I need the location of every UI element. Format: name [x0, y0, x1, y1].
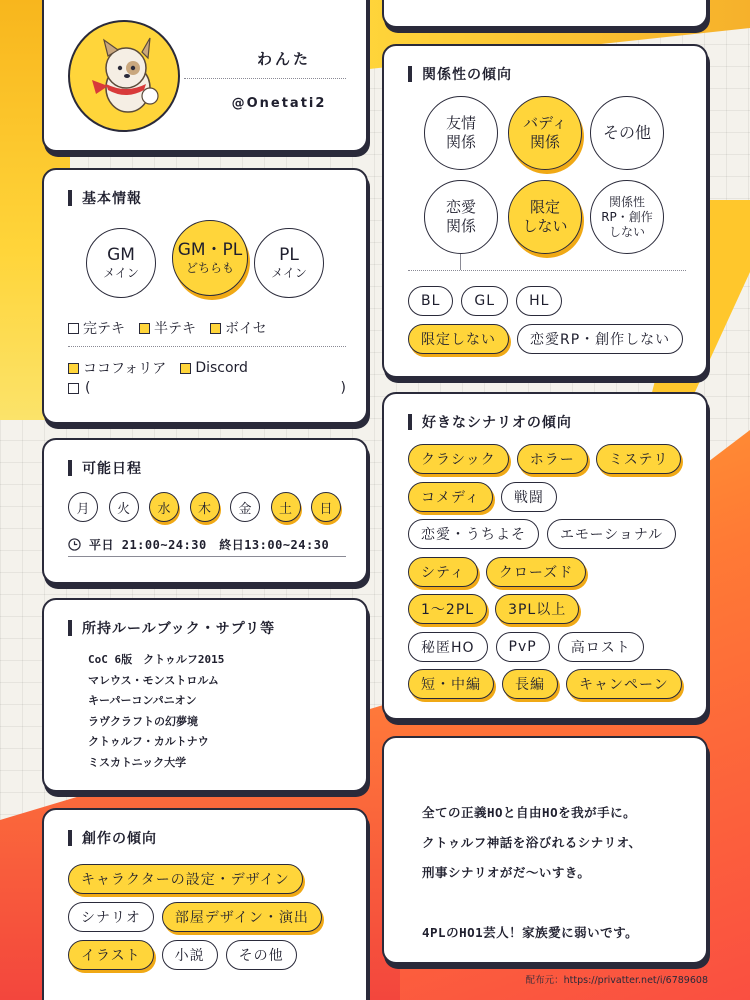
day-2[interactable]: 水: [149, 492, 179, 522]
scenarios-tag[interactable]: 秘匿HO: [408, 632, 488, 662]
relation-circle-label: 友情: [445, 114, 476, 133]
basic-info-divider: [68, 346, 346, 347]
top-partial-card: [382, 0, 708, 28]
styles-label: 半テキ: [154, 321, 196, 337]
tools-label: ココフォリア: [83, 361, 167, 377]
styles-option-0[interactable]: [68, 318, 125, 338]
rulebooks-card: [42, 598, 368, 792]
relation-circle-label: 限定: [529, 198, 560, 217]
scenarios-row-5: [408, 632, 644, 662]
role-main-label: GM: [107, 244, 135, 265]
role-circle-1[interactable]: [172, 220, 248, 296]
styles-label: 完テキ: [83, 321, 125, 337]
creation-tag[interactable]: 部屋デザイン・演出: [162, 902, 322, 932]
schedule-card: [42, 438, 368, 584]
role-sub-label: どちらも: [185, 261, 234, 276]
scenarios-tag[interactable]: 恋愛・うちよそ: [408, 519, 539, 549]
scenarios-card: [382, 392, 708, 720]
rulebook-item: キーパーコンパニオン: [88, 694, 197, 707]
creation-tag[interactable]: シナリオ: [68, 902, 154, 932]
scenarios-tag[interactable]: 高ロスト: [558, 632, 644, 662]
relations-divider: [408, 270, 686, 271]
relation-circle-label: その他: [602, 123, 651, 142]
freetext-card: [382, 736, 708, 964]
relation-circle-1[interactable]: [508, 96, 582, 170]
other-field: ( ): [68, 380, 346, 396]
scenarios-tag[interactable]: 戦闘: [501, 482, 557, 512]
relations-row-0: [408, 286, 562, 316]
rulebook-item: CoC 6版 クトゥルフ2015: [88, 653, 225, 666]
scenarios-tag[interactable]: エモーショナル: [547, 519, 676, 549]
creation-row-1: [68, 902, 322, 932]
tools-option-0[interactable]: [68, 358, 166, 378]
day-6[interactable]: 日: [311, 492, 341, 522]
scenarios-tag[interactable]: シティ: [408, 557, 478, 587]
styles-option-1[interactable]: [139, 318, 196, 338]
schedule-underline: [68, 556, 346, 557]
scenarios-row-6: [408, 669, 682, 699]
role-main-label: PL: [279, 244, 299, 265]
relation-circle-label: 関係: [529, 133, 560, 151]
styles-checkbox[interactable]: [210, 323, 221, 334]
rulebook-item: ミスカトニック大学: [88, 755, 187, 769]
styles-label: ボイセ: [225, 321, 267, 337]
relation-circle-0[interactable]: [424, 96, 498, 170]
scenarios-row-1: [408, 482, 557, 512]
rulebook-item: ラヴクラフトの幻夢境: [88, 714, 198, 728]
basic-info-title: 基本情報: [68, 188, 142, 208]
role-sub-label: メイン: [271, 266, 307, 281]
creation-tag[interactable]: 小説: [162, 940, 218, 970]
relations-title: 関係性の傾向: [408, 64, 512, 84]
relations-tag[interactable]: 恋愛RP・創作しない: [517, 324, 683, 354]
profile-divider: [184, 78, 346, 79]
freetext-line: 4PLのHO1芸人！家族愛に弱いです。: [422, 925, 639, 940]
tools-checkbox[interactable]: [68, 363, 79, 374]
rulebook-item: クトゥルフ・カルトナウ: [88, 735, 209, 748]
creation-row-2: [68, 940, 297, 970]
relation-circle-label: 関係: [445, 217, 476, 235]
scenarios-tag[interactable]: クラシック: [408, 444, 509, 474]
scenarios-tag[interactable]: クローズド: [486, 557, 586, 587]
scenarios-tag[interactable]: キャンペーン: [566, 669, 682, 699]
scenarios-title: 好きなシナリオの傾向: [408, 412, 572, 432]
freetext-line: 全ての正義HOと自由HOを我が手に。: [422, 805, 637, 820]
relations-tag[interactable]: 限定しない: [408, 324, 509, 354]
day-0[interactable]: 月: [68, 492, 98, 522]
creation-card: [42, 808, 368, 1000]
dog-avatar-icon: [70, 22, 180, 132]
scenarios-tag[interactable]: 3PL以上: [495, 594, 579, 624]
other-checkbox[interactable]: [68, 383, 79, 394]
relations-connector: [460, 254, 461, 270]
creation-tag[interactable]: キャラクターの設定・デザイン: [68, 864, 303, 894]
relation-circle-4[interactable]: [508, 180, 582, 254]
scenarios-tag[interactable]: ミステリ: [596, 444, 682, 474]
creation-title: 創作の傾向: [68, 828, 157, 848]
profile-card: [42, 0, 368, 152]
day-4[interactable]: 金: [230, 492, 260, 522]
relation-circle-label: 恋愛: [445, 198, 476, 217]
day-1[interactable]: 火: [109, 492, 139, 522]
scenarios-row-2: [408, 519, 676, 549]
scenarios-tag[interactable]: 短・中編: [408, 669, 494, 699]
tools-checkbox[interactable]: [180, 363, 191, 374]
scenarios-tag[interactable]: 1〜2PL: [408, 594, 487, 624]
schedule-time: 平日 21:00~24:30 終日13:00~24:30: [89, 538, 330, 552]
creation-tag[interactable]: イラスト: [68, 940, 154, 970]
relation-circle-label: しない: [608, 224, 645, 239]
basic-info-card: [42, 168, 368, 424]
freetext-line: 刑事シナリオがだ〜いすき。: [422, 865, 591, 880]
scenarios-row-0: [408, 444, 681, 474]
tools-option-1[interactable]: [180, 360, 248, 376]
styles-checkbox[interactable]: [68, 323, 79, 334]
relation-circle-3[interactable]: [424, 180, 498, 254]
relations-tag[interactable]: GL: [461, 286, 508, 316]
tools-label: Discord: [195, 360, 248, 376]
avatar: [68, 20, 180, 132]
freetext-line: クトゥルフ神話を浴びれるシナリオ、: [422, 835, 642, 850]
role-circle-0[interactable]: [86, 228, 156, 298]
relation-circle-label: 関係性: [608, 194, 645, 209]
role-circle-2[interactable]: [254, 228, 324, 298]
profile-name: わんた: [256, 50, 311, 68]
schedule-time-row: [68, 536, 329, 553]
styles-checkbox[interactable]: [139, 323, 150, 334]
creation-tag[interactable]: その他: [226, 940, 297, 970]
relations-row-1: [408, 324, 683, 354]
relation-circle-label: 関係: [445, 133, 476, 151]
scenarios-tag[interactable]: PvP: [496, 632, 550, 662]
relations-tag[interactable]: BL: [408, 286, 453, 316]
relation-circle-5[interactable]: [590, 180, 664, 254]
relation-circle-label: バディ: [523, 114, 567, 133]
profile-handle: @Onetati2: [231, 96, 327, 111]
day-5[interactable]: 土: [271, 492, 301, 522]
relation-circle-label: RP・創作: [601, 209, 653, 224]
role-main-label: GM・PL: [177, 239, 243, 260]
relations-tag[interactable]: HL: [516, 286, 562, 316]
styles-option-2[interactable]: [210, 318, 267, 338]
rulebooks-title: 所持ルールブック・サプリ等: [68, 618, 275, 638]
role-sub-label: メイン: [103, 266, 139, 281]
day-3[interactable]: 木: [190, 492, 220, 522]
scenarios-row-3: [408, 557, 586, 587]
relation-circle-label: しない: [522, 217, 568, 235]
rulebook-item: マレウス・モンストロルム: [88, 673, 219, 687]
freetext-line: [422, 888, 641, 918]
relations-card: [382, 44, 708, 378]
scenarios-row-4: [408, 594, 579, 624]
scenarios-tag[interactable]: ホラー: [517, 444, 588, 474]
schedule-title: 可能日程: [68, 458, 142, 478]
credit-text: 配布元：https://privatter.net/i/6789608: [525, 975, 708, 986]
creation-row-0: [68, 864, 303, 894]
scenarios-tag[interactable]: 長編: [502, 669, 558, 699]
scenarios-tag[interactable]: コメディ: [408, 482, 493, 512]
clock-icon: [68, 538, 81, 551]
relation-circle-2[interactable]: [590, 96, 664, 170]
